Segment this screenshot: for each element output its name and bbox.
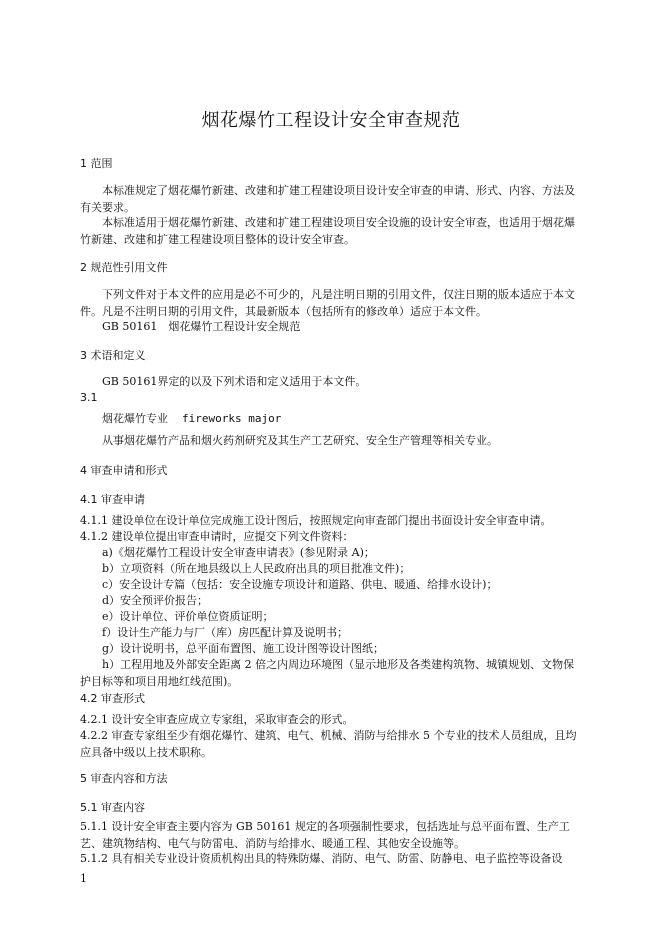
clause-4-1-2: 4.1.2 建设单位提出审查申请时，应提交下列文件资料： — [80, 530, 354, 543]
list-item-h: h）工程用地及外部安全距离 2 倍之内周边环境图（显示地形及各类建构筑物、城镇规划、文物保护目标等和项目用地红线范围)。 — [80, 658, 575, 688]
reference-item: GB 50161 烟花爆竹工程设计安全规范 — [102, 320, 301, 333]
clause-4-2-1: 4.2.1 设计安全审查应成立专家组，采取审查会的形式。 — [80, 713, 354, 726]
list-item-e: e）设计单位、评价单位资质证明； — [102, 610, 274, 623]
document-title: 烟花爆竹工程设计安全审查规范 — [201, 110, 461, 131]
list-item-f: f）设计生产能力与厂（库）房匹配计算及说明书； — [102, 626, 349, 639]
list-item-d: d）安全预评价报告； — [102, 594, 209, 607]
section-1-heading: 1 范围 — [80, 157, 113, 170]
term-entry — [102, 410, 281, 426]
term-number: 3.1 — [80, 391, 98, 404]
list-item-c: c）安全设计专篇（包括：安全设施专项设计和道路、供电、暖通、给排水设计)； — [102, 578, 498, 591]
section-2-paragraph-1: 下列文件对于本文件的应用是必不可少的，凡是注明日期的引用文件，仅注日期的版本适应于本文件。凡是不注明日期的引用文件，其最新版本（包括所有的修改单）适应于本文件。 — [80, 288, 575, 318]
section-3-paragraph-1: GB 50161界定的以及下列术语和定义适用于本文件。 — [102, 375, 367, 388]
section-1-paragraph-2: 本标准适用于烟花爆竹新建、改建和扩建工程建设项目安全设施的设计安全审查，也适用于烟花爆竹新建、改建和扩建工程建设项目整体的设计安全审查。 — [80, 216, 575, 246]
clause-5-1-2: 5.1.2 具有相关专业设计资质机构出具的特殊防爆、消防、电气、防雷、防静电、电子监控等设备设 — [80, 852, 563, 865]
section-5-1-heading: 5.1 审查内容 — [80, 801, 145, 814]
clause-4-1-1: 4.1.1 建设单位在设计单位完成施工设计图后，按照规定向审查部门提出书面设计安全审查申请。 — [80, 514, 552, 527]
term-english: fireworks major — [182, 412, 282, 425]
section-5-heading: 5 审查内容和方法 — [80, 772, 168, 785]
section-4-2-heading: 4.2 审查形式 — [80, 692, 145, 705]
section-2-heading: 2 规范性引用文件 — [80, 261, 168, 274]
term-definition: 从事烟花爆竹产品和烟火药剂研究及其生产工艺研究、安全生产管理等相关专业。 — [102, 434, 498, 447]
section-1-paragraph-1: 本标准规定了烟花爆竹新建、改建和扩建工程建设项目设计安全审查的申请、形式、内容、方法及有关要求。 — [80, 184, 575, 214]
list-item-b: b）立项资料（所在地县级以上人民政府出具的项目批准文件)； — [102, 562, 411, 575]
term-chinese: 烟花爆竹专业 — [102, 412, 168, 425]
clause-5-1-1: 5.1.1 设计安全审查主要内容为 GB 50161 规定的各项强制性要求，包括选址与总平面布置、生产工艺、建筑物结构、电气与防雷电、消防与给排水、暖通工程、其他安全设施等。 — [80, 820, 570, 850]
page-number: 1 — [80, 872, 87, 885]
clause-4-2-2: 4.2.2 审查专家组至少有烟花爆竹、建筑、电气、机械、消防与给排水 5 个专业的技术人员组成，且均应具备中级以上技术职称。 — [80, 729, 577, 759]
section-3-heading: 3 术语和定义 — [80, 349, 146, 362]
list-item-g: g）设计说明书，总平面布置图、施工设计图等设计图纸； — [102, 642, 385, 655]
section-4-heading: 4 审查申请和形式 — [80, 464, 168, 477]
list-item-a: a)《烟花爆竹工程设计安全审查申请表》(参见附录 A)； — [102, 546, 375, 559]
section-4-1-heading: 4.1 审查申请 — [80, 493, 145, 506]
